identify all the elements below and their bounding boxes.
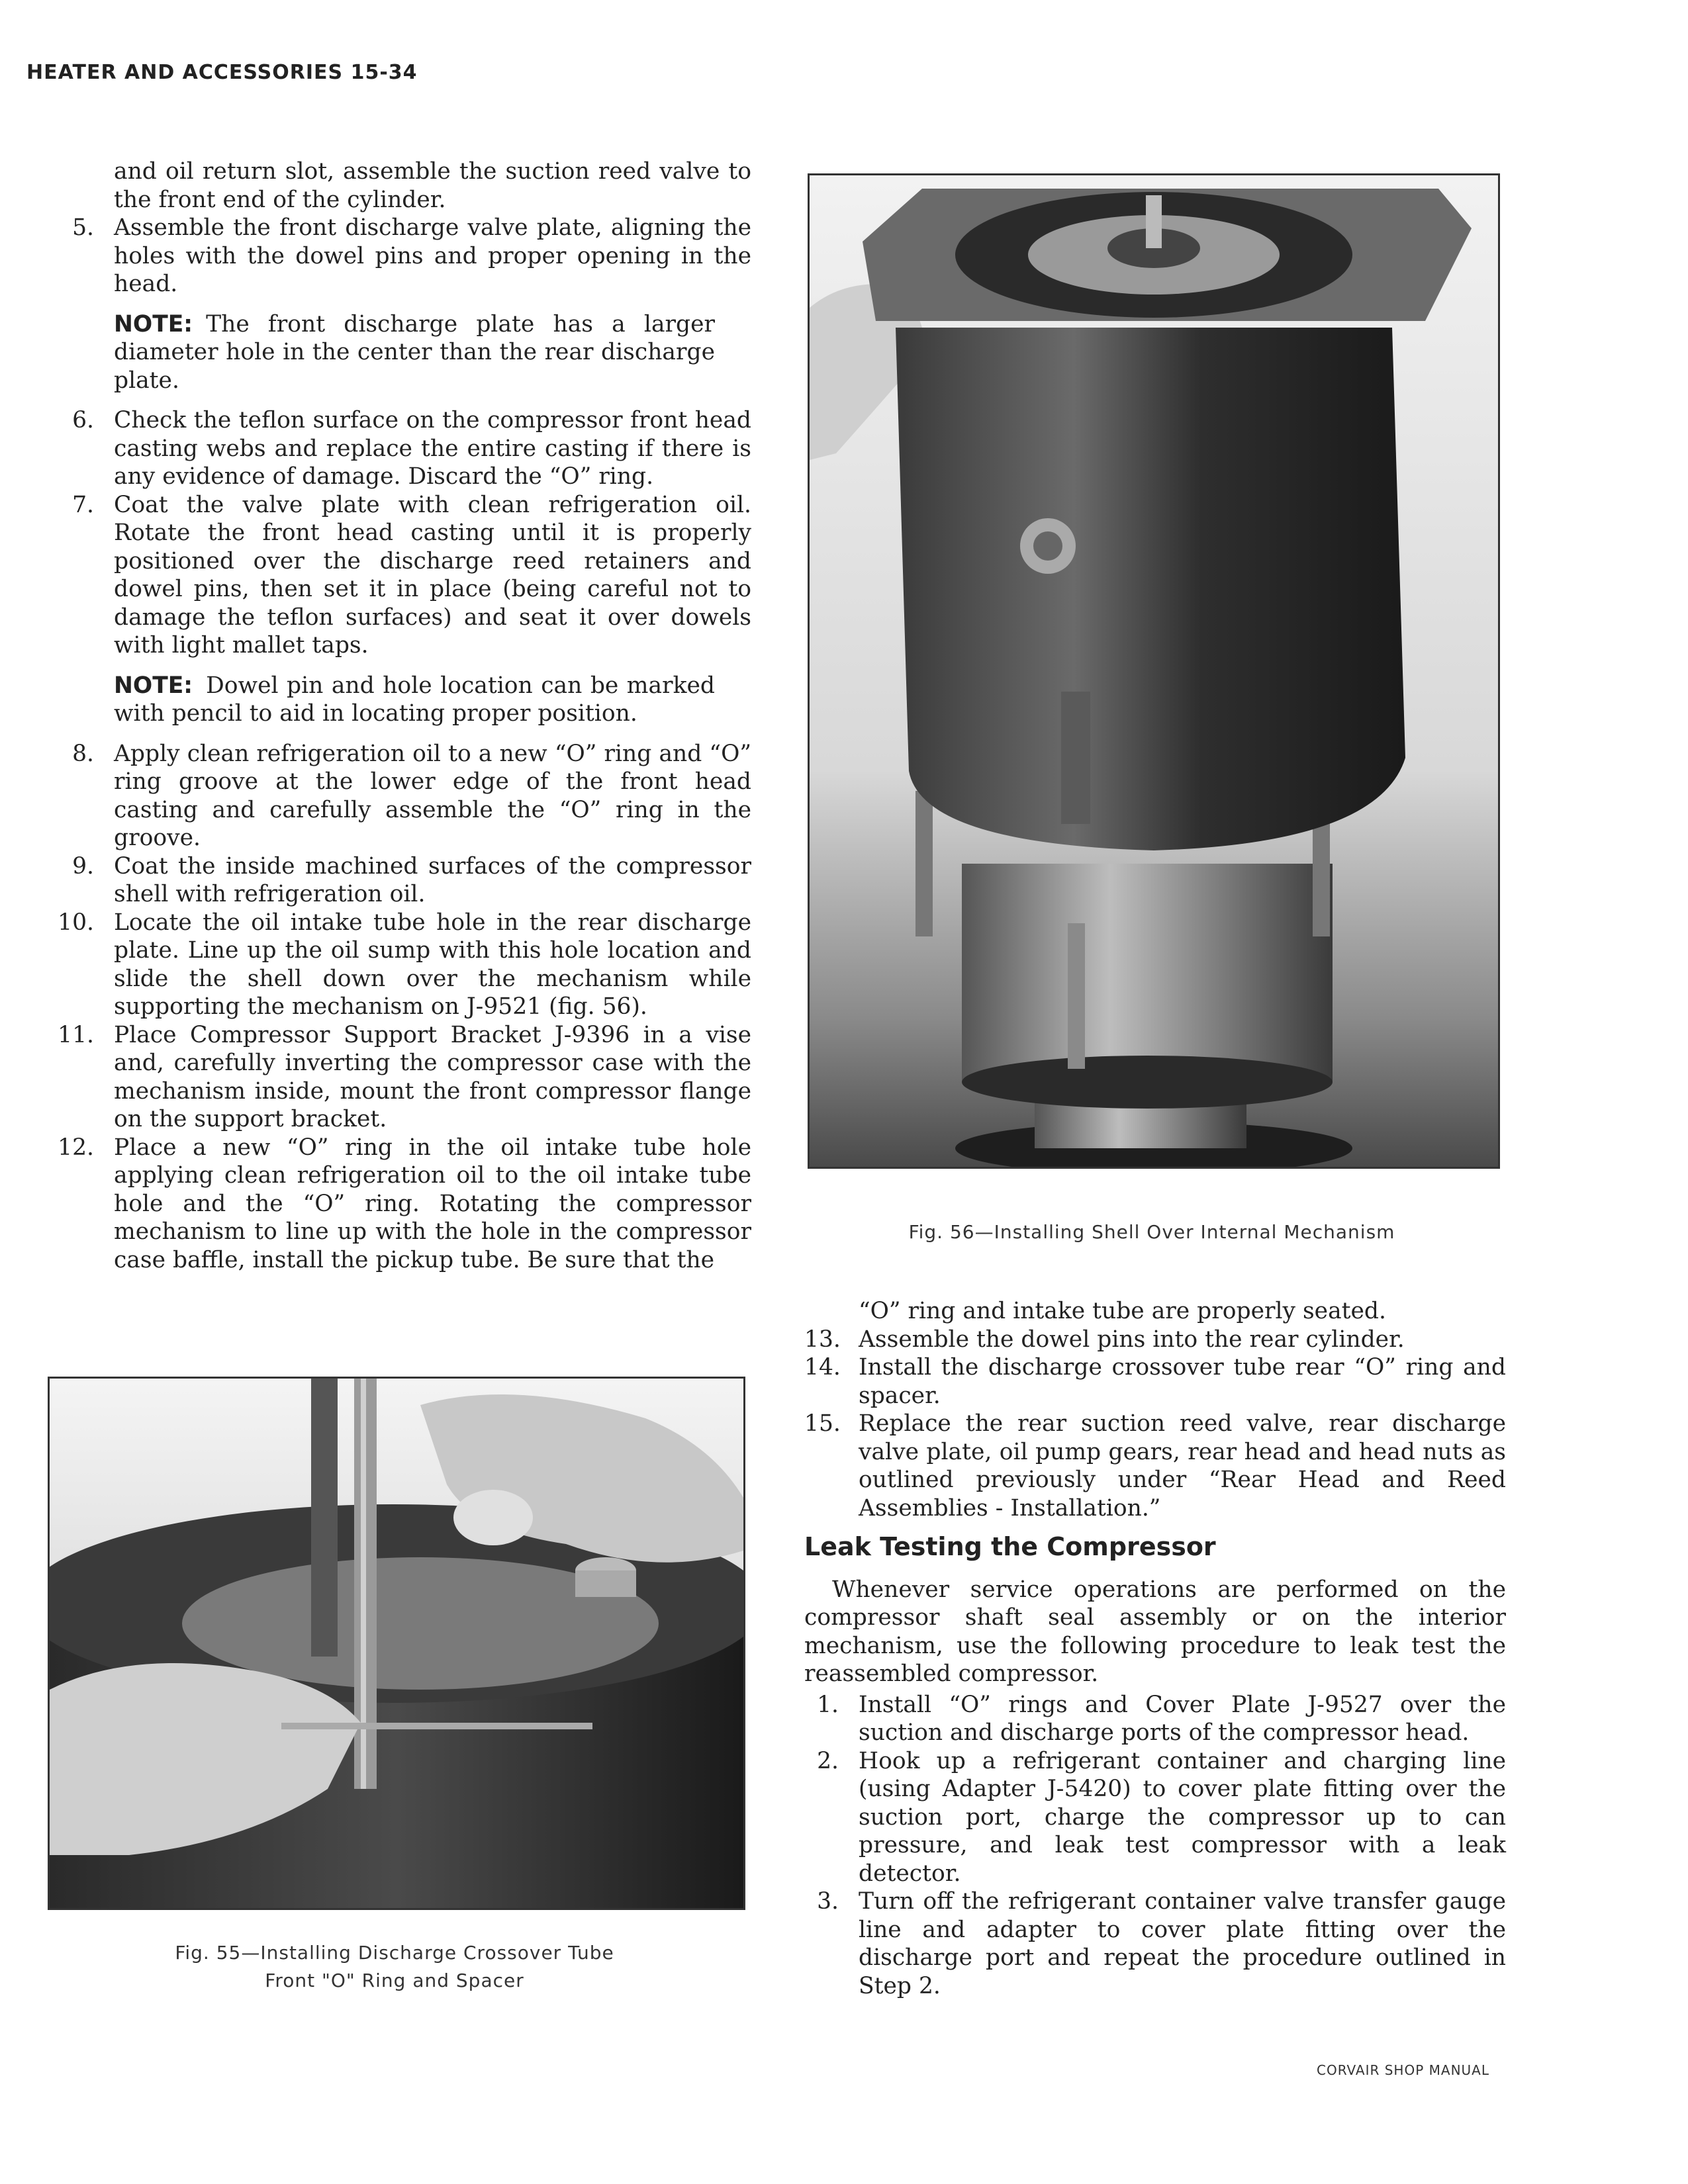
page-header: HEATER AND ACCESSORIES 15-34 <box>26 61 418 84</box>
step-text: Place Compressor Support Bracket J-9396 in a vise and, carefully inverting the compressor case with the mechanism inside, mount the front compressor flange on the support bracket. <box>114 1021 751 1132</box>
figure-56-photo <box>808 173 1500 1169</box>
note-2 <box>53 660 751 740</box>
right-column <box>804 1297 1506 2000</box>
step-number: 5. <box>72 214 94 241</box>
step-number: 11. <box>58 1021 94 1048</box>
step-number: 3. <box>817 1888 839 1915</box>
step-13 <box>804 1326 1506 1354</box>
step-number: 6. <box>72 407 94 433</box>
compressor-shell-illustration <box>810 175 1498 1167</box>
step-5 <box>53 214 751 298</box>
step-number: 10. <box>58 909 94 936</box>
step-text: Assemble the front discharge valve plate, aligning the holes with the dowel pins and proper opening in the head. <box>114 214 751 297</box>
step-text: Coat the valve plate with clean refrigeration oil. Rotate the front head casting until it is properly positioned over the discharge reed retainers and dowel pins, then set it in place (being careful not to damage the teflon surfaces) and seat it over dowels with light mallet taps. <box>114 491 751 659</box>
step-number: 13. <box>804 1326 841 1353</box>
section-heading: Leak Testing the Compressor <box>804 1532 1216 1561</box>
continued-text: and oil return slot, assemble the suction reed valve to the front end of the cylinder. <box>114 158 751 213</box>
step-number: 1. <box>817 1691 839 1718</box>
step-number: 2. <box>817 1747 839 1774</box>
step-9 <box>53 852 751 909</box>
caption-line: Front "O" Ring and Spacer <box>265 1970 524 1991</box>
note-1 <box>53 298 751 407</box>
crossover-tube-illustration <box>50 1379 743 1908</box>
step-11 <box>53 1021 751 1134</box>
caption-line: Fig. 55—Installing Discharge Crossover Tube <box>175 1942 614 1964</box>
page-footer: CORVAIR SHOP MANUAL <box>1316 2062 1489 2078</box>
sub-step-1 <box>804 1691 1506 1747</box>
note-text: Dowel pin and hole location can be marked with pencil to aid in locating proper position. <box>114 672 715 727</box>
step-number: 14. <box>804 1354 841 1381</box>
step-15 <box>804 1410 1506 1522</box>
step-text: Check the teflon surface on the compressor front head casting webs and replace the entire casting if there is any evidence of damage. Discard the “O” ring. <box>114 407 751 490</box>
step-number: 7. <box>72 491 94 518</box>
step-6 <box>53 406 751 491</box>
figure-55-caption <box>48 1939 741 1995</box>
step-12 <box>53 1134 751 1275</box>
step-number: 8. <box>72 740 94 767</box>
step-8 <box>53 740 751 852</box>
step-number: 15. <box>804 1410 841 1437</box>
step-text: Replace the rear suction reed valve, rear discharge valve plate, oil pump gears, rear head and head nuts as outlined previously under “Rear Head and Reed Assemblies - Installation.” <box>859 1410 1506 1522</box>
step-text: Turn off the refrigerant container valve transfer gauge line and adapter to cover plate fitting over the discharge port and repeat the procedure outlined in Step 2. <box>859 1888 1506 1999</box>
continued-text: “O” ring and intake tube are properly seated. <box>859 1298 1386 1324</box>
step-text: Assemble the dowel pins into the rear cylinder. <box>859 1326 1405 1353</box>
note-label: NOTE: <box>114 672 193 699</box>
step-text: Apply clean refrigeration oil to a new “O” ring and “O” ring groove at the lower edge of the front head casting and carefully assemble the “O” ring in the groove. <box>114 740 751 851</box>
step-10 <box>53 909 751 1021</box>
step-7 <box>53 491 751 660</box>
figure-55-photo <box>48 1377 745 1910</box>
step-text: Hook up a refrigerant container and charging line (using Adapter J-5420) to cover plate fitting over the suction port, charge the compressor up to can pressure, and leak test compressor with a leak detector. <box>859 1747 1506 1887</box>
step-text: Install the discharge crossover tube rear “O” ring and spacer. <box>859 1354 1506 1409</box>
note-label: NOTE: <box>114 310 193 338</box>
step-number: 12. <box>58 1134 94 1161</box>
sub-step-2 <box>804 1747 1506 1888</box>
section-intro: Whenever service operations are performed on the compressor shaft seal assembly or on the interior mechanism, use the following procedure to leak test the reassembled compressor. <box>804 1576 1506 1687</box>
figure-56-caption: Fig. 56—Installing Shell Over Internal Mechanism <box>908 1221 1395 1243</box>
left-column <box>53 158 751 1274</box>
step-text: Coat the inside machined surfaces of the compressor shell with refrigeration oil. <box>114 852 751 907</box>
step-text: Install “O” rings and Cover Plate J-9527 over the suction and discharge ports of the compressor head. <box>859 1691 1506 1746</box>
step-14 <box>804 1353 1506 1410</box>
step-text: Locate the oil intake tube hole in the rear discharge plate. Line up the oil sump with this hole location and slide the shell down over the mechanism while supporting the mechanism on J-9521 (fig. 56). <box>114 909 751 1020</box>
sub-step-3 <box>804 1888 1506 2000</box>
step-number: 9. <box>72 852 94 880</box>
note-text: The front discharge plate has a larger diameter hole in the center than the rear discharge plate. <box>114 310 715 394</box>
step-text: Place a new “O” ring in the oil intake tube hole applying clean refrigeration oil to the oil intake tube hole and the “O” ring. Rotating the compressor mechanism to line up with the hole in the compressor case baffle, install the pickup tube. Be sure that the <box>114 1134 751 1273</box>
